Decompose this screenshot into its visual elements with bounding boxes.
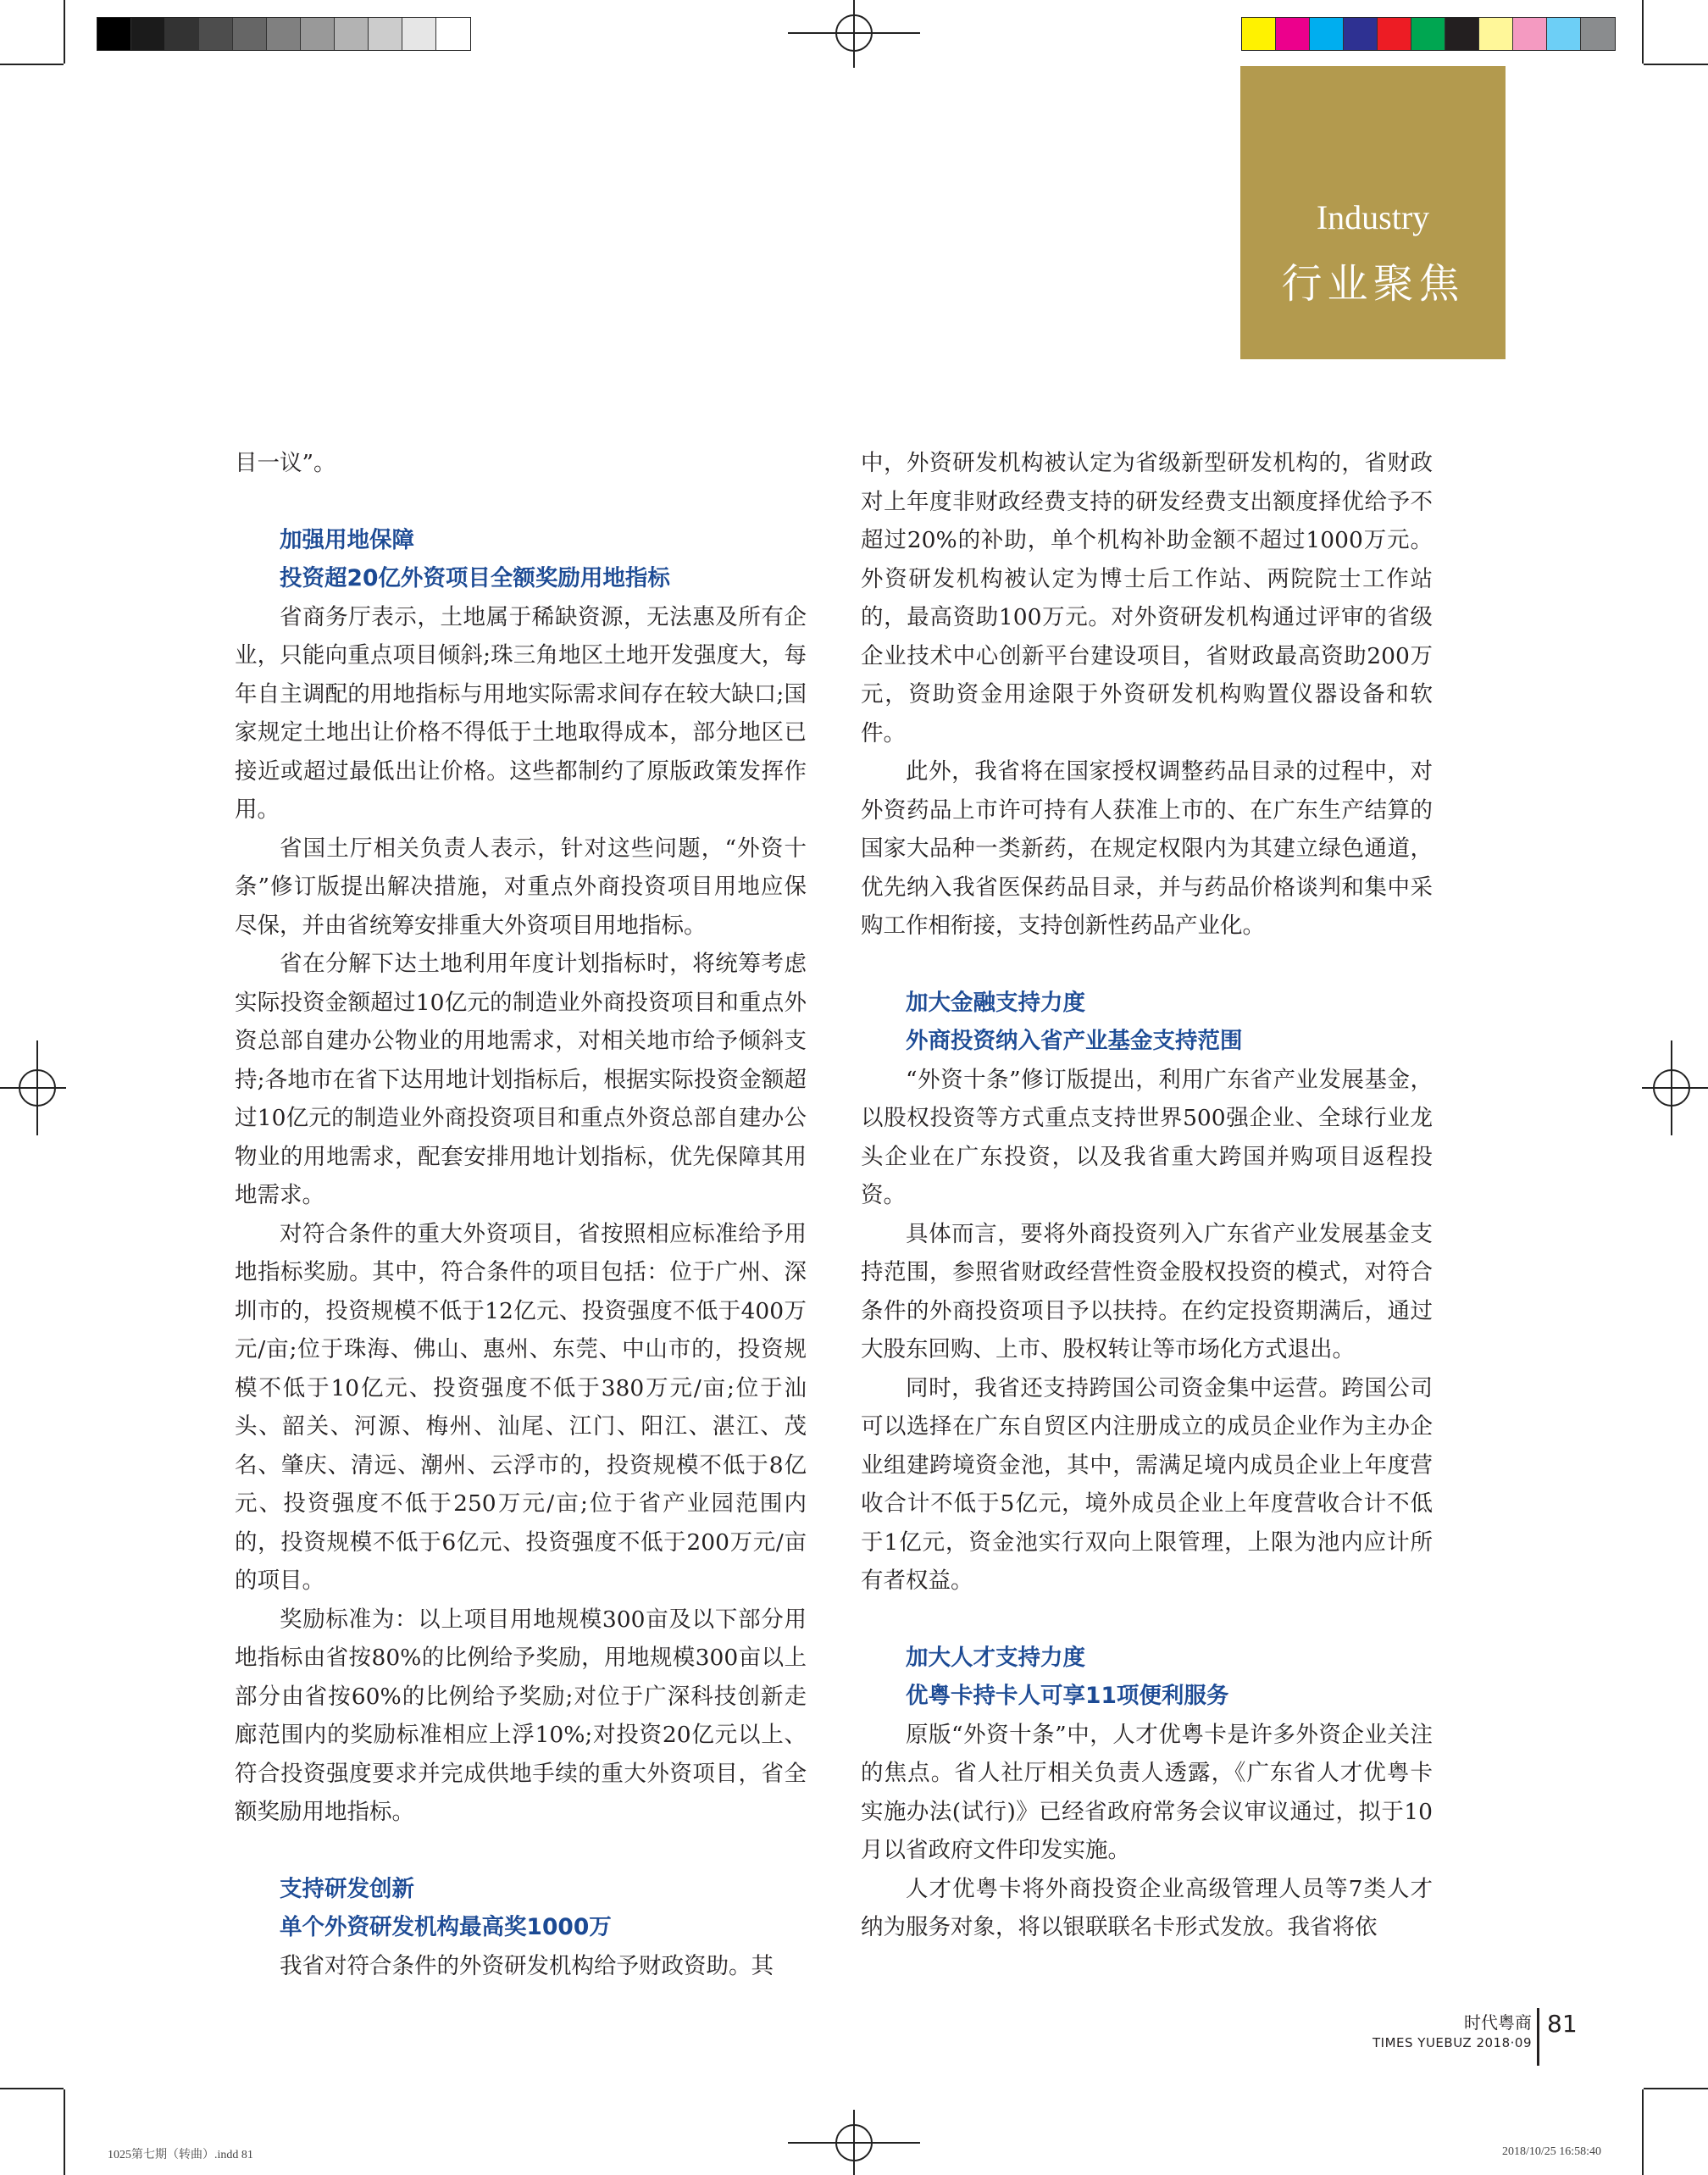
color-swatch bbox=[1276, 18, 1310, 50]
crop-mark bbox=[1644, 2088, 1708, 2089]
paragraph-spacer bbox=[861, 946, 1433, 984]
color-swatch bbox=[1411, 18, 1445, 50]
body-paragraph: 我省对符合条件的外资研发机构给予财政资助。其 bbox=[280, 1952, 774, 1979]
slug-file-name: 1025第七期（转曲）.indd 81 bbox=[108, 2149, 253, 2161]
crop-mark bbox=[0, 64, 64, 65]
folio-divider bbox=[1537, 2008, 1539, 2066]
section-heading: 加大人才支持力度 bbox=[906, 1644, 1085, 1671]
crop-mark bbox=[1642, 0, 1644, 64]
body-paragraph: 此外，我省将在国家授权调整药品目录的过程中，对外资药品上市许可持有人获准上市的、在广东生产结算的国家大品种一类新药，在规定权限内为其建立绿色通道，优先纳入我省医保药品目录，并与药品价格谈判和集中采购工作相衔接，支持创新性药品产业化。 bbox=[861, 758, 1433, 939]
crop-mark bbox=[64, 2089, 65, 2175]
section-title-zh: 行业聚焦 bbox=[1281, 260, 1465, 308]
body-paragraph: 奖励标准为：以上项目用地规模300亩及以下部分用地指标由省按80%的比例给予奖励，用地规模300亩以上部分由省按60%的比例给予奖励;对位于广深科技创新走廊范围内的奖励标准相应上浮10%;对投资20亿元以上、符合投资强度要求并完成供地手续的重大外资项目，省全额奖励用地指标。 bbox=[235, 1606, 807, 1825]
section-badge bbox=[1240, 66, 1506, 359]
color-swatch bbox=[335, 18, 369, 50]
body-paragraph: 对符合条件的重大外资项目，省按照相应标准给予用地指标奖励。其中，符合条件的项目包括：位于广州、深圳市的，投资规模不低于12亿元、投资强度不低于400万元/亩;位于珠海、佛山、惠州、东莞、中山市的，投资规模不低于10亿元、投资强度不低于380万元/亩;位于汕头、韶关、河源、梅州、汕尾、江门、阳江、湛江、茂名、肇庆、清远、潮州、云浮市的，投资规模不低于8亿元、投资强度不低于250万元/亩;位于省产业园范围内的，投资规模不低于6亿元、投资强度不低于200万元/亩的项目。 bbox=[235, 1220, 807, 1594]
crop-mark bbox=[64, 0, 65, 64]
magazine-name: 时代粤商 bbox=[1464, 2012, 1532, 2033]
body-paragraph: 省商务厅表示，土地属于稀缺资源，无法惠及所有企业，只能向重点项目倾斜;珠三角地区土地开发强度大，每年自主调配的用地指标与用地实际需求间存在较大缺口;国家规定土地出让价格不得低于土地取得成本，部分地区已接近或超过最低出让价格。这些都制约了原版政策发挥作用。 bbox=[235, 603, 807, 823]
color-swatch bbox=[1310, 18, 1344, 50]
article-column-left bbox=[235, 444, 807, 1985]
crop-mark bbox=[0, 2088, 64, 2089]
crop-mark bbox=[1642, 2089, 1644, 2175]
section-heading: 加强用地保障 bbox=[280, 526, 414, 553]
issue-label: TIMES YUEBUZ 2018·09 bbox=[1372, 2035, 1532, 2050]
body-paragraph: 省国土厅相关负责人表示，针对这些问题，“外资十条”修订版提出解决措施，对重点外商投资项目用地应保尽保，并由省统筹安排重大外资项目用地指标。 bbox=[235, 835, 807, 939]
section-heading: 外商投资纳入省产业基金支持范围 bbox=[906, 1028, 1243, 1054]
body-paragraph: 中，外资研发机构被认定为省级新型研发机构的，省财政对上年度非财政经费支持的研发经费支出额度择优给予不超过20%的补助，单个机构补助金额不超过1000万元。外资研发机构被认定为博士后工作站、两院院士工作站的，最高资助100万元。对外资研发机构通过评审的省级企业技术中心创新平台建设项目，省财政最高资助200万元，资助资金用途限于外资研发机构购置仪器设备和软件。 bbox=[861, 450, 1433, 746]
process-color-bar bbox=[1241, 17, 1616, 51]
body-paragraph: 同时，我省还支持跨国公司资金集中运营。跨国公司可以选择在广东自贸区内注册成立的成员企业作为主办企业组建跨境资金池，其中，需满足境内成员企业上年度营收合计不低于5亿元，境外成员企业上年度营收合计不低于1亿元，资金池实行双向上限管理，上限为池内应计所有者权益。 bbox=[861, 1374, 1433, 1594]
color-swatch bbox=[1344, 18, 1378, 50]
body-paragraph: 具体而言，要将外商投资列入广东省产业发展基金支持范围，参照省财政经营性资金股权投资的模式，对符合条件的外商投资项目予以扶持。在约定投资期满后，通过大股东回购、上市、股权转让等市场化方式退出。 bbox=[861, 1220, 1433, 1362]
section-heading: 优粤卡持卡人可享11项便利服务 bbox=[906, 1683, 1229, 1709]
color-swatch bbox=[1513, 18, 1547, 50]
color-swatch bbox=[436, 18, 470, 50]
color-swatch bbox=[131, 18, 165, 50]
color-swatch bbox=[267, 18, 301, 50]
color-swatch bbox=[199, 18, 233, 50]
color-swatch bbox=[1378, 18, 1411, 50]
color-swatch bbox=[402, 18, 436, 50]
color-swatch bbox=[1547, 18, 1581, 50]
body-paragraph: 省在分解下达土地利用年度计划指标时，将统筹考虑实际投资金额超过10亿元的制造业外商投资项目和重点外资总部自建办公物业的用地需求，对相关地市给予倾斜支持;各地市在省下达用地计划指标后，根据实际投资金额超过10亿元的制造业外商投资项目和重点外资总部自建办公物业的用地需求，配套安排用地计划指标，优先保障其用地需求。 bbox=[235, 951, 807, 1208]
slug-timestamp: 2018/10/25 16:58:40 bbox=[1501, 2145, 1601, 2158]
color-swatch bbox=[1445, 18, 1479, 50]
article-column-right bbox=[861, 444, 1433, 1947]
body-paragraph: 人才优粤卡将外商投资企业高级管理人员等7类人才纳为服务对象，将以银联联名卡形式发放。我省将依 bbox=[861, 1875, 1433, 1940]
color-swatch bbox=[1479, 18, 1513, 50]
section-title-en: Industry bbox=[1316, 198, 1430, 236]
section-heading: 投资超20亿外资项目全额奖励用地指标 bbox=[280, 565, 670, 591]
color-swatch bbox=[1242, 18, 1276, 50]
body-paragraph: 目一议”。 bbox=[235, 450, 336, 476]
body-paragraph: “外资十条”修订版提出，利用广东省产业发展基金，以股权投资等方式重点支持世界500强企业、全球行业龙头企业在广东投资，以及我省重大跨国并购项目返程投资。 bbox=[861, 1066, 1433, 1208]
paragraph-spacer bbox=[861, 1601, 1433, 1639]
color-swatch bbox=[369, 18, 402, 50]
crop-mark bbox=[1644, 64, 1708, 65]
section-heading: 支持研发创新 bbox=[280, 1875, 414, 1902]
page-number: 81 bbox=[1547, 2010, 1578, 2038]
body-paragraph: 原版“外资十条”中，人才优粤卡是许多外资企业关注的焦点。省人社厅相关负责人透露，《广东省人才优粤卡实施办法(试行)》已经省政府常务会议审议通过，拟于10月以省政府文件印发实施。 bbox=[861, 1721, 1433, 1863]
color-swatch bbox=[233, 18, 267, 50]
grayscale-color-bar bbox=[97, 17, 471, 51]
folio bbox=[1372, 2011, 1532, 2052]
color-swatch bbox=[301, 18, 335, 50]
section-heading: 加大金融支持力度 bbox=[906, 989, 1085, 1016]
paragraph-spacer bbox=[235, 1832, 807, 1870]
color-swatch bbox=[97, 18, 131, 50]
paragraph-spacer bbox=[235, 483, 807, 521]
section-heading: 单个外资研发机构最高奖1000万 bbox=[280, 1914, 612, 1940]
color-swatch bbox=[165, 18, 199, 50]
color-swatch bbox=[1581, 18, 1615, 50]
